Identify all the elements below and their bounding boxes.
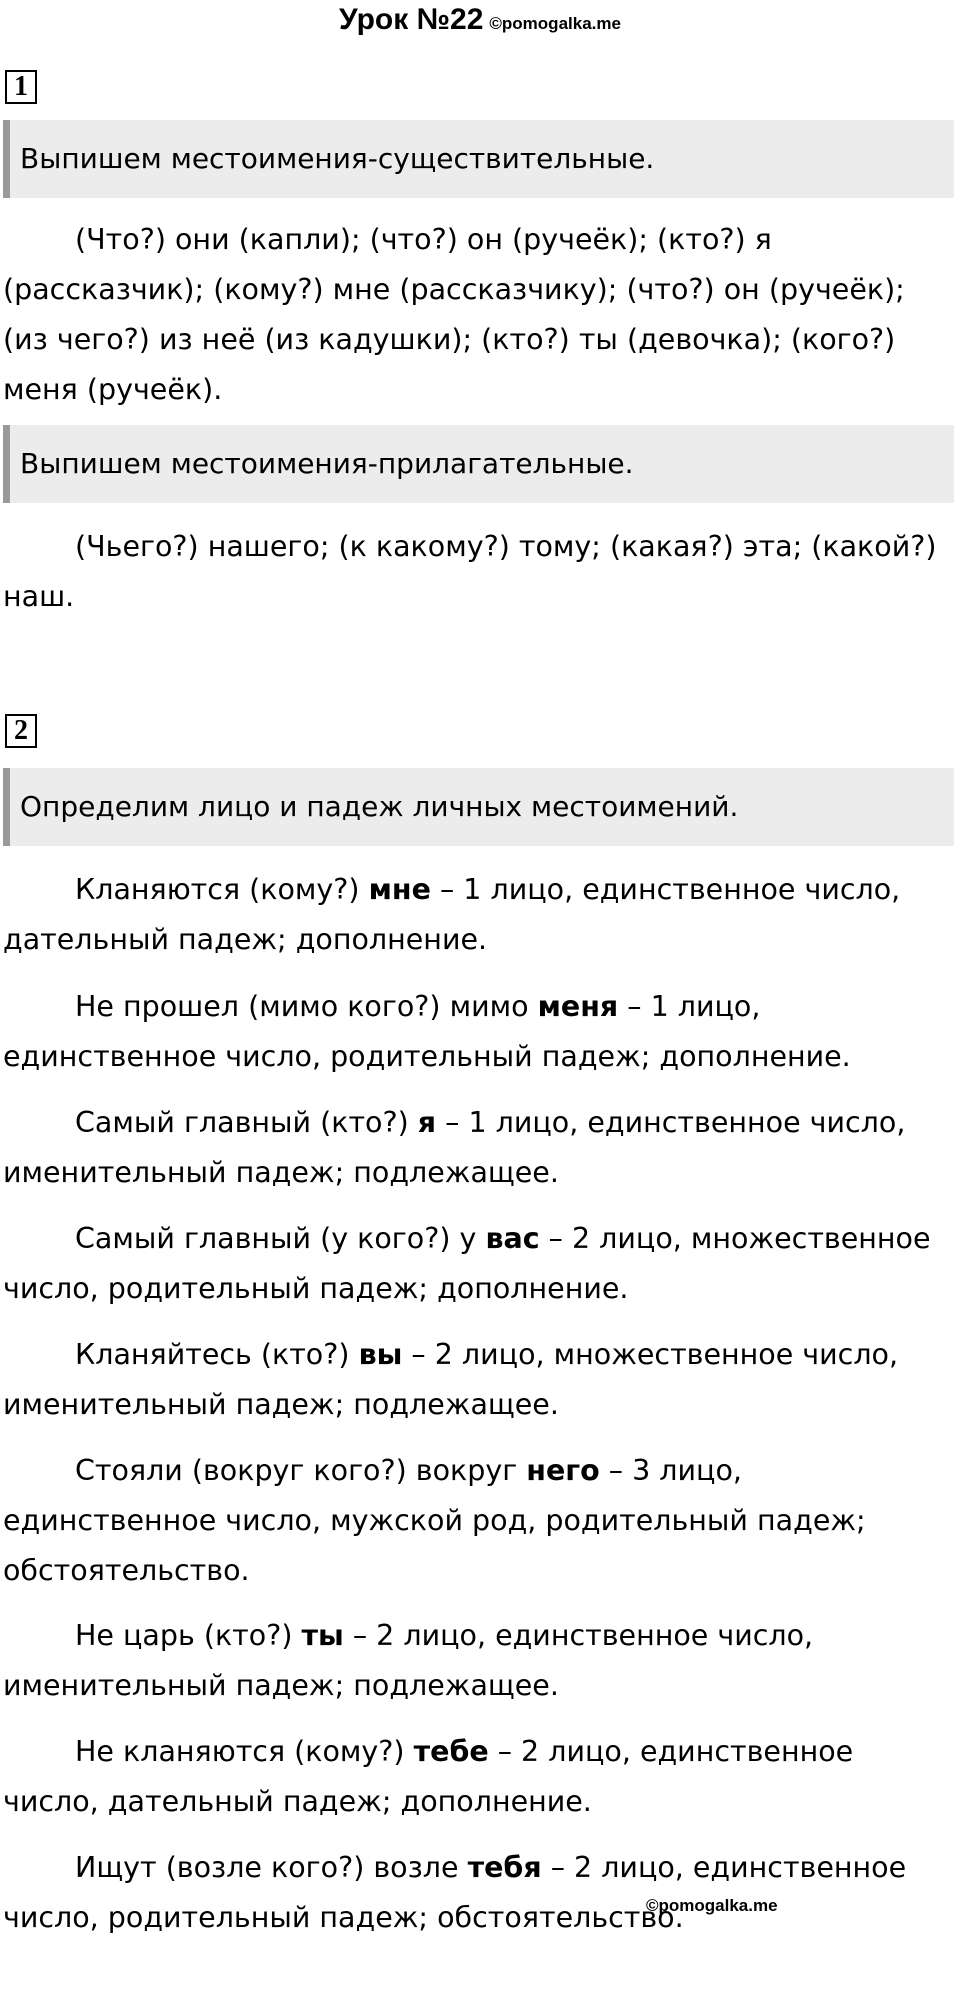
lesson-title: Урок №22	[339, 3, 484, 36]
page-title	[0, 2, 960, 42]
text-line: Самый главный (у кого?) у вас – 2 лицо, множественное	[75, 1222, 931, 1255]
text-line: именительный падеж; подлежащее.	[3, 1388, 559, 1421]
text-line: единственное число, родительный падеж; дополнение.	[3, 1040, 851, 1073]
text-line: Не прошел (мимо кого?) мимо меня – 1 лицо,	[75, 990, 761, 1023]
task2-item-7	[3, 1611, 958, 1711]
text-line: именительный падеж; подлежащее.	[3, 1156, 559, 1189]
task1-paragraph-1	[3, 215, 958, 415]
text-line: (Чьего?) нашего; (к какому?) тому; (какая?) эта; (какой?)	[75, 530, 937, 563]
text-line: Не кланяются (кому?) тебе – 2 лицо, единственное	[75, 1735, 854, 1768]
text-line: Кланяйтесь (кто?) вы – 2 лицо, множественное число,	[75, 1338, 899, 1371]
text-line: наш.	[3, 580, 75, 613]
task2-item-4	[3, 1214, 958, 1314]
heading-text: Выпишем местоимения-прилагательные.	[20, 447, 634, 480]
text-line: число, дательный падеж; дополнение.	[3, 1785, 592, 1818]
footer-watermark: ©pomogalka.me	[646, 1896, 778, 1915]
task-number-1: 1	[5, 70, 37, 104]
task2-item-9	[3, 1843, 958, 1943]
text-line: меня (ручеёк).	[3, 373, 223, 406]
header-watermark: ©pomogalka.me	[489, 14, 621, 33]
task2-item-8	[3, 1727, 958, 1827]
text-line: число, родительный падеж; обстоятельство.	[3, 1901, 684, 1934]
text-line: обстоятельство.	[3, 1554, 250, 1587]
task2-item-5	[3, 1330, 958, 1430]
task1-paragraph-2	[3, 522, 958, 622]
text-line: число, родительный падеж; дополнение.	[3, 1272, 629, 1305]
text-line: (из чего?) из неё (из кадушки); (кто?) ты (девочка); (кого?)	[3, 323, 896, 356]
task2-item-2	[3, 982, 958, 1082]
task1-heading-2	[3, 425, 954, 503]
text-line: именительный падеж; подлежащее.	[3, 1669, 559, 1702]
text-line: Не царь (кто?) ты – 2 лицо, единственное число,	[75, 1619, 814, 1652]
heading-text: Определим лицо и падеж личных местоимений.	[20, 790, 739, 823]
text-line: Стояли (вокруг кого?) вокруг него – 3 лицо,	[75, 1454, 742, 1487]
text-line: Кланяются (кому?) мне – 1 лицо, единственное число,	[75, 873, 901, 906]
text-line: дательный падеж; дополнение.	[3, 923, 488, 956]
task2-item-1	[3, 865, 958, 965]
text-line: (Что?) они (капли); (что?) он (ручеёк); (кто?) я	[75, 223, 772, 256]
task2-heading	[3, 768, 954, 846]
text-line: Ищут (возле кого?) возле тебя – 2 лицо, единственное	[75, 1851, 907, 1884]
task-number-2: 2	[5, 714, 37, 748]
text-line: (рассказчик); (кому?) мне (рассказчику); (что?) он (ручеёк);	[3, 273, 905, 306]
text-line: Самый главный (кто?) я – 1 лицо, единственное число,	[75, 1106, 906, 1139]
task1-heading-1	[3, 120, 954, 198]
text-line: единственное число, мужской род, родительный падеж;	[3, 1504, 866, 1537]
heading-text: Выпишем местоимения-существительные.	[20, 142, 655, 175]
task2-item-6	[3, 1446, 958, 1596]
task2-item-3	[3, 1098, 958, 1198]
